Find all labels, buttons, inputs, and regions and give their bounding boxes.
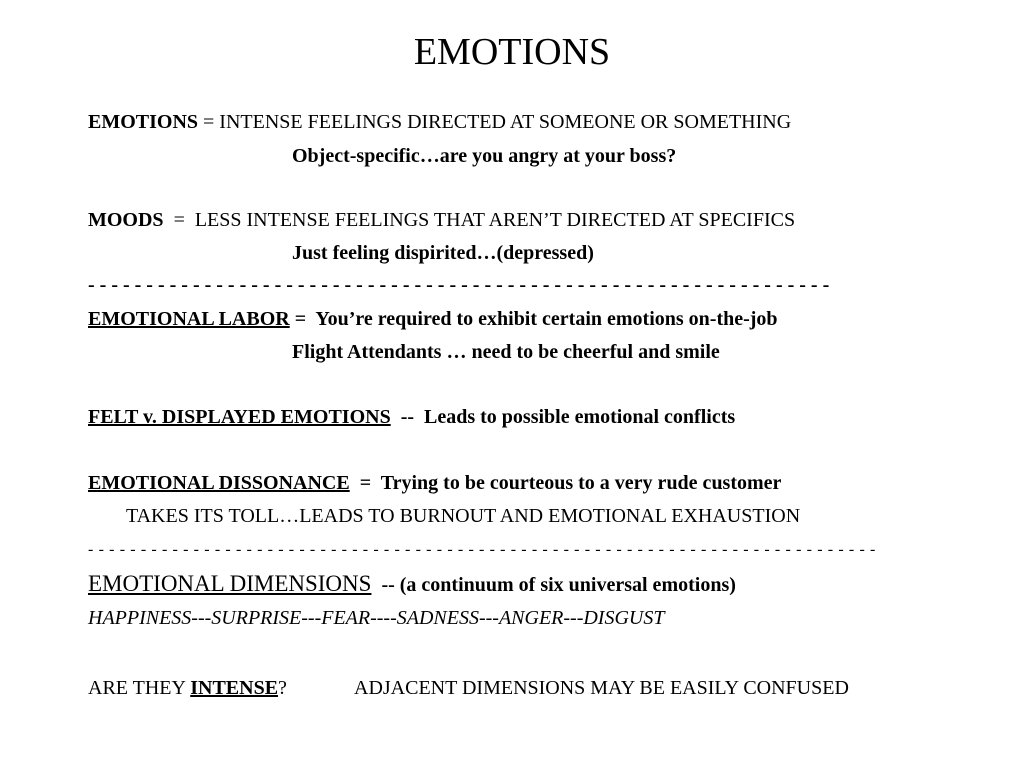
felt-displayed-line [88,405,735,429]
emotional-dissonance-term: EMOTIONAL DISSONANCE [88,472,350,494]
felt-displayed-definition: -- Leads to possible emotional conflicts [390,406,736,428]
moods-definition: = LESS INTENSE FEELINGS THAT AREN’T DIRECTED AT SPECIFICS [163,209,796,231]
emotional-dissonance-line [88,471,781,495]
moods-term: MOODS [88,209,164,231]
felt-displayed-term: FELT v. DISPLAYED EMOTIONS [88,406,391,428]
closing-prefix: ARE THEY [88,677,191,699]
divider-bold: - - - - - - - - - - - - - - - - - - - - - - - - - - - - - - - - - - - - - - - - - - - - - - - - - - - - - - - - - - - - - - - - [88,274,830,296]
emotional-dimensions-definition: -- (a continuum of six universal emotions) [371,574,736,596]
emotional-labor-term: EMOTIONAL LABOR [88,308,290,330]
closing-line [88,676,287,700]
moods-example: Just feeling dispirited…(depressed) [292,242,594,264]
emotional-dimensions-term: EMOTIONAL DIMENSIONS [88,571,372,596]
emotional-labor-example: Flight Attendants … need to be cheerful and smile [292,341,720,363]
closing-suffix: ? [278,677,287,699]
emotions-example: Object-specific…are you angry at your boss? [292,145,677,167]
moods-definition-line [88,208,795,232]
emotional-dissonance-definition: = Trying to be courteous to a very rude customer [349,472,782,494]
closing-statement: ADJACENT DIMENSIONS MAY BE EASILY CONFUSED [354,677,849,699]
emotional-dimensions-line [88,570,736,599]
divider-regular: - - - - - - - - - - - - - - - - - - - - - - - - - - - - - - - - - - - - - - - - - - - - - - - - - - - - - - - - - - - - - - - - - - - - - - - - - - - [88,541,876,558]
emotions-definition-line [88,110,791,134]
closing-emphasis: INTENSE [190,677,279,699]
emotions-term: EMOTIONS [88,111,199,133]
slide-title: EMOTIONS [413,31,611,73]
emotions-definition: = INTENSE FEELINGS DIRECTED AT SOMEONE OR SOMETHING [198,111,792,133]
emotional-labor-line [88,307,778,331]
emotional-labor-definition: = You’re required to exhibit certain emotions on-the-job [289,308,778,330]
emotional-dissonance-note: TAKES ITS TOLL…LEADS TO BURNOUT AND EMOTIONAL EXHAUSTION [126,505,801,527]
emotional-dimensions-list: HAPPINESS---SURPRISE---FEAR----SADNESS---ANGER---DISGUST [88,607,665,629]
